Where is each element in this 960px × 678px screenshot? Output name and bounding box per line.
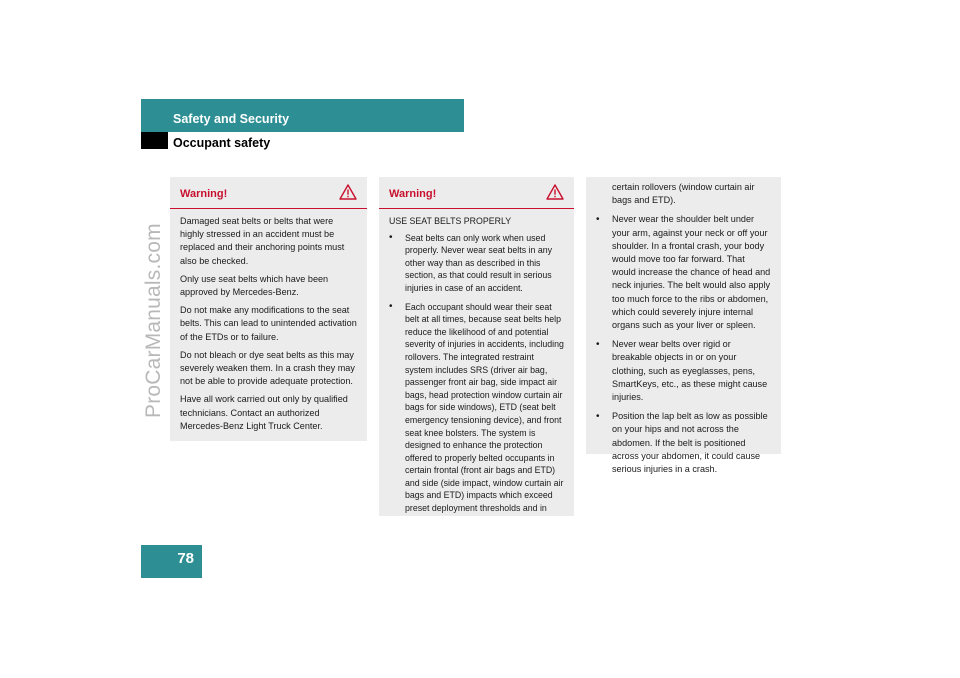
warning-panel-3: [586, 177, 781, 475]
paragraph: Have all work carried out only by qualified technicians. Contact an authorized Mercedes-Benz Light Truck Center.: [180, 394, 348, 431]
warning-triangle-icon: [339, 184, 357, 200]
warning-title: Warning!: [389, 188, 437, 200]
bullet-item: • Seat belts can only work when used properly. Never wear seat belts in any other way than as described in this section, as that could result in serious injuries in case of an accident.: [389, 232, 564, 295]
warning-header: [170, 177, 367, 209]
bullet-item: • Never wear belts over rigid or breakable objects in or on your clothing, such as eyeglasses, pens, SmartKeys, etc., as these might cause injuries.: [596, 338, 771, 404]
page-number: 78: [177, 550, 194, 567]
paragraph: Only use seat belts which have been approved by Mercedes-Benz.: [180, 273, 329, 298]
paragraph: Do not make any modifications to the seat belts. This can lead to unintended activation of the ETDs or to failure.: [180, 305, 357, 342]
watermark: ProCarManuals.com: [142, 223, 165, 418]
bullet-item: • Each occupant should wear their seat belt at all times, because seat belts help reduce the likelihood of and potential severity of injuries in accidents, including rollovers. The integrated restraint system includes SRS (driver air bag, passenger front air bag, side impact air bags, head protection window curtain air bags for side windows), ETD (seat belt emergency tensioning device), and front seat knee bolsters. The system is designed to enhance the protection offered to properly belted occupants in certain frontal (front air bags and ETD) and side (side impact, window curtain air bags and ETD) impacts which exceed preset deployment thresholds and in: [389, 301, 564, 515]
warning-panel-1: [170, 177, 367, 441]
bullet-item: • Never wear the shoulder belt under your arm, against your neck or off your shoulder. In a frontal crash, your body would move too far forward. That would increase the chance of head and neck injuries. The belt would also apply too much force to the ribs or abdomen, which could severely injure internal organs such as your liver or spleen.: [596, 213, 771, 332]
page-subtitle: Occupant safety: [173, 136, 271, 150]
lead-text: USE SEAT BELTS PROPERLY: [389, 216, 512, 226]
warning-title: Warning!: [180, 188, 228, 200]
warning-body: [379, 209, 574, 515]
section-header: [141, 99, 464, 132]
paragraph: Do not bleach or dye seat belts as this may severely weaken them. In a crash they may not be able to provide adequate protection.: [180, 349, 355, 387]
section-title: Safety and Security: [173, 112, 290, 126]
page-number-box: [141, 545, 202, 578]
continuation-text: certain rollovers (window curtain air bags and ETD).: [612, 182, 755, 206]
warning-header: [379, 177, 574, 209]
warning-panel-2: [379, 177, 574, 516]
warning-body-continued: [586, 177, 781, 476]
paragraph: Damaged seat belts or belts that were highly stressed in an accident must be replaced and their anchoring points must also be checked.: [180, 216, 345, 266]
section-marker: [141, 132, 168, 149]
warning-body: [170, 209, 367, 433]
bullet-item: • Position the lap belt as low as possible on your hips and not across the abdomen. If the belt is positioned across your abdomen, it could cause serious injuries in a crash.: [596, 410, 771, 476]
warning-triangle-icon: [546, 184, 564, 200]
